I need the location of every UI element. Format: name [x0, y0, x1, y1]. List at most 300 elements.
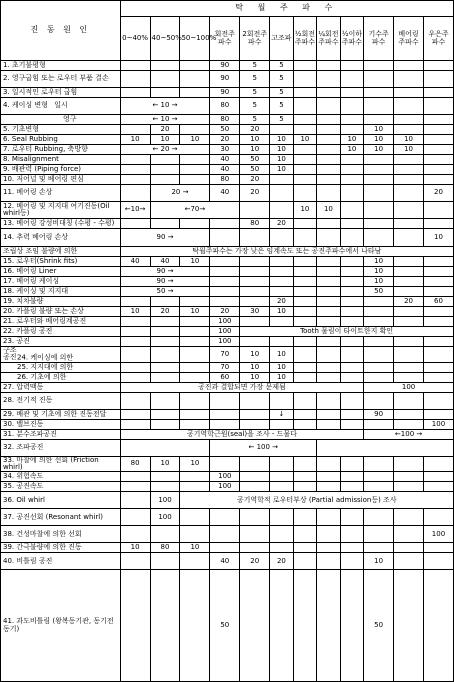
value-cell: ← 10 → [120, 115, 210, 125]
value-cell [210, 419, 240, 429]
value-cell [394, 88, 424, 98]
value-cell: 10 [270, 155, 294, 165]
value-cell [364, 229, 394, 247]
value-cell [394, 61, 424, 71]
value-cell: 60 [210, 372, 240, 382]
value-cell: 100 [423, 526, 453, 543]
value-cell: 60 [423, 297, 453, 307]
value-cell: 10 [270, 135, 294, 145]
frequency-column-header: 고조파 [270, 17, 294, 61]
cause-cell: 26. 기초에 의한 [1, 372, 121, 382]
value-cell [394, 115, 424, 125]
value-cell [340, 175, 364, 185]
value-cell [150, 526, 180, 543]
value-cell [150, 155, 180, 165]
value-cell [364, 219, 394, 229]
value-cell: 5 [240, 115, 270, 125]
value-cell [340, 125, 364, 135]
value-cell [364, 165, 394, 175]
value-cell [120, 175, 150, 185]
frequency-column-header: 우은주파수 [423, 17, 453, 61]
value-cell [150, 71, 180, 88]
value-cell [240, 526, 270, 543]
value-cell: 50 [210, 570, 240, 682]
value-cell: 50 [210, 125, 240, 135]
table-row [1, 145, 454, 155]
value-cell [293, 145, 317, 155]
value-cell [270, 456, 294, 472]
frequency-column-header: 베어링주파수 [394, 17, 424, 61]
value-cell [423, 543, 453, 553]
value-cell [150, 372, 180, 382]
value-cell [340, 98, 364, 115]
cause-cell: 3. 일시적인 로우터 굽힘 [1, 88, 121, 98]
value-cell [317, 482, 341, 492]
value-cell [180, 165, 210, 175]
value-cell [317, 392, 341, 409]
value-cell: 20 [240, 185, 270, 202]
value-cell [364, 362, 394, 372]
frequency-column-header: 회전주파수 [210, 17, 240, 61]
value-cell [394, 71, 424, 88]
cause-label: 4. 케이싱 변형 [3, 101, 48, 110]
value-cell [340, 570, 364, 682]
value-cell [394, 229, 424, 247]
cause-sublabel: 일시 [54, 101, 68, 110]
value-cell [270, 482, 294, 492]
value-cell [180, 526, 210, 543]
value-cell [293, 115, 317, 125]
value-cell [423, 175, 453, 185]
value-cell [180, 419, 210, 429]
cause-cell: 조립상 조임 불량에 의한 [1, 247, 121, 257]
cause-cell: 21. 로우터와 베어링계공진 [1, 317, 121, 327]
value-cell [340, 317, 364, 327]
table-row [1, 409, 454, 419]
value-cell [270, 125, 294, 135]
value-cell [120, 482, 150, 492]
value-cell [364, 88, 394, 98]
value-cell: 10 [394, 135, 424, 145]
value-cell [317, 439, 454, 456]
value-cell [150, 327, 180, 337]
value-cell: 10 [240, 347, 270, 363]
value-cell [150, 392, 180, 409]
value-cell: 50 [364, 287, 394, 297]
value-cell [394, 257, 424, 267]
value-cell [423, 287, 453, 297]
frequency-column-header: ½이하주파수 [340, 17, 364, 61]
value-cell [423, 277, 453, 287]
value-cell [423, 362, 453, 372]
value-cell [364, 297, 394, 307]
cause-cell: 18. 케이싱 및 지지대 [1, 287, 121, 297]
value-cell [210, 297, 240, 307]
value-cell [120, 165, 150, 175]
value-cell: 20 [150, 307, 180, 317]
value-cell: 90 [210, 61, 240, 71]
value-cell [317, 257, 341, 267]
table-row [1, 247, 454, 257]
value-cell [364, 392, 394, 409]
value-cell: 5 [240, 71, 270, 88]
cause-cell: 20. 카플링 불량 또는 손상 [1, 307, 121, 317]
table-row [1, 543, 454, 553]
value-cell [394, 125, 424, 135]
value-cell: 20 [150, 125, 180, 135]
note-cell: 공진과 결합되면 가장 문제됨 [120, 382, 364, 392]
value-cell [394, 307, 424, 317]
value-cell [210, 257, 240, 267]
table-row [1, 317, 454, 327]
value-cell: 80 [210, 98, 240, 115]
cause-label: 24. 케이싱에 의한 [17, 353, 74, 362]
value-cell [150, 347, 180, 363]
value-cell [364, 482, 394, 492]
value-cell [150, 553, 180, 570]
value-cell [317, 98, 341, 115]
value-cell [340, 362, 364, 372]
value-cell [270, 257, 294, 267]
value-cell [423, 372, 453, 382]
value-cell: 10 [364, 553, 394, 570]
value-cell [240, 543, 270, 553]
value-cell [270, 419, 294, 429]
value-cell [423, 472, 453, 482]
value-cell [120, 125, 150, 135]
cause-cell: 13. 베어링 강성비대칭 (수평 - 수평) [1, 219, 121, 229]
value-cell: 40 [150, 257, 180, 267]
value-cell: 10 [340, 135, 364, 145]
value-cell [317, 297, 341, 307]
value-cell [293, 372, 317, 382]
value-cell [340, 337, 364, 347]
value-cell [150, 61, 180, 71]
value-cell: 10 [317, 202, 341, 219]
value-cell [293, 392, 317, 409]
value-cell [317, 419, 341, 429]
value-cell: 10 [240, 145, 270, 155]
value-cell [180, 155, 210, 165]
value-cell [423, 145, 453, 155]
value-cell: 100 [210, 327, 240, 337]
cause-cell: 41. 과도비틀림 (왕복동기관, 동기전동기) [1, 570, 121, 682]
value-cell [210, 277, 240, 287]
value-cell [340, 202, 364, 219]
value-cell [210, 392, 240, 409]
note-cell: Tooth 물림이 타이트한지 확인 [240, 327, 454, 337]
value-cell [150, 362, 180, 372]
value-cell: 10 [364, 257, 394, 267]
value-cell [293, 155, 317, 165]
value-cell [340, 287, 364, 297]
value-cell [180, 392, 210, 409]
table-row [1, 277, 454, 287]
cause-cell: 30. 밸브진동 [1, 419, 121, 429]
value-cell: 40 [210, 185, 240, 202]
table-row [1, 219, 454, 229]
value-cell [364, 372, 394, 382]
value-cell [317, 347, 341, 363]
value-cell: 5 [240, 98, 270, 115]
value-cell: ←100 → [364, 429, 454, 439]
cause-cell [1, 98, 121, 115]
value-cell: 10 [270, 165, 294, 175]
value-cell [240, 267, 270, 277]
value-cell [364, 337, 394, 347]
value-cell [180, 570, 210, 682]
value-cell [240, 277, 270, 287]
value-cell [423, 570, 453, 682]
value-cell [394, 277, 424, 287]
value-cell [340, 347, 364, 363]
value-cell [180, 297, 210, 307]
value-cell [180, 347, 210, 363]
frequency-column-header: ¼회전주파수 [317, 17, 341, 61]
value-cell: ← 10 → [120, 98, 210, 115]
value-cell [240, 297, 270, 307]
note-cell: ← 100 → [210, 439, 317, 456]
cause-cell: 38. 건성마찰에 의한 선회 [1, 526, 121, 543]
cause-cell: 23. 공진 [1, 337, 121, 347]
value-cell [240, 482, 270, 492]
value-cell [293, 482, 317, 492]
value-cell: 10 [364, 135, 394, 145]
value-cell [180, 553, 210, 570]
table-row [1, 88, 454, 98]
value-cell [240, 419, 270, 429]
value-cell [120, 88, 150, 98]
value-cell [394, 317, 424, 327]
value-cell [150, 409, 180, 419]
value-cell [394, 570, 424, 682]
value-cell [120, 526, 150, 543]
value-cell [394, 419, 424, 429]
value-cell [340, 482, 364, 492]
table-row [1, 165, 454, 175]
cause-cell: 36. Oil whirl [1, 492, 121, 509]
value-cell [423, 509, 453, 526]
value-cell [423, 257, 453, 267]
table-row [1, 553, 454, 570]
value-cell [340, 277, 364, 287]
cause-cell: 15. 로우터(Shrink fits) [1, 257, 121, 267]
table-row [1, 347, 454, 363]
value-cell [364, 509, 394, 526]
value-cell [293, 362, 317, 372]
value-cell: 10 [270, 145, 294, 155]
value-cell [293, 297, 317, 307]
value-cell [240, 287, 270, 297]
value-cell [423, 267, 453, 277]
value-cell: 50 → [120, 287, 210, 297]
value-cell: 20 [270, 297, 294, 307]
value-cell [120, 409, 150, 419]
value-cell [120, 362, 150, 372]
value-cell [364, 526, 394, 543]
value-cell [120, 347, 150, 363]
value-cell [394, 98, 424, 115]
value-cell [340, 509, 364, 526]
value-cell [317, 472, 341, 482]
cause-cell: 27. 압력맥동 [1, 382, 121, 392]
value-cell: 10 [270, 362, 294, 372]
value-cell [293, 347, 317, 363]
value-cell [293, 61, 317, 71]
value-cell [293, 456, 317, 472]
value-cell [180, 219, 210, 229]
value-cell [317, 219, 341, 229]
value-cell [317, 71, 341, 88]
value-cell [317, 175, 341, 185]
value-cell [317, 570, 341, 682]
value-cell [293, 88, 317, 98]
value-cell [340, 553, 364, 570]
value-cell [120, 71, 150, 88]
value-cell: 5 [270, 88, 294, 98]
table-row [1, 492, 454, 509]
value-cell [293, 543, 317, 553]
value-cell [120, 185, 150, 202]
value-cell [340, 219, 364, 229]
value-cell [120, 553, 150, 570]
value-cell [293, 337, 317, 347]
cause-cell: 10. 저어널 및 베어링 편심 [1, 175, 121, 185]
value-cell [317, 526, 341, 543]
value-cell [210, 287, 240, 297]
value-cell [293, 125, 317, 135]
value-cell [293, 553, 317, 570]
value-cell: 80 [240, 219, 270, 229]
value-cell: ← 20 → [120, 145, 210, 155]
value-cell [180, 317, 210, 327]
value-cell [317, 277, 341, 287]
cause-cell: 7. 로우터 Rubbing, 축방향 [1, 145, 121, 155]
value-cell [120, 570, 150, 682]
cause-cell: 35. 공진속도 [1, 482, 121, 492]
value-cell [340, 526, 364, 543]
cause-cell [1, 347, 121, 363]
cause-cell: 1. 초기불평형 [1, 61, 121, 71]
value-cell [150, 317, 180, 327]
value-cell: 10 [270, 307, 294, 317]
value-cell [180, 362, 210, 372]
table-row [1, 327, 454, 337]
value-cell [293, 267, 317, 277]
value-cell [120, 61, 150, 71]
value-cell [317, 287, 341, 297]
value-cell: 90 → [120, 277, 210, 287]
value-cell [364, 61, 394, 71]
value-cell [240, 456, 270, 472]
value-cell [317, 125, 341, 135]
cause-cell: 19. 치차불량 [1, 297, 121, 307]
value-cell [150, 482, 180, 492]
table-row [1, 229, 454, 247]
value-cell [293, 229, 317, 247]
value-cell [340, 185, 364, 202]
value-cell: 10 [394, 145, 424, 155]
value-cell [317, 88, 341, 98]
value-cell: 70 [210, 362, 240, 372]
value-cell [394, 456, 424, 472]
value-cell [240, 202, 270, 219]
value-cell [120, 509, 150, 526]
value-cell [317, 155, 341, 165]
cause-cell: 40. 비틀림 공진 [1, 553, 121, 570]
value-cell [270, 509, 294, 526]
value-cell [150, 175, 180, 185]
value-cell: 10 [364, 125, 394, 135]
value-cell [423, 392, 453, 409]
value-cell [120, 317, 150, 327]
value-cell [120, 439, 210, 456]
table-row [1, 307, 454, 317]
value-cell [180, 61, 210, 71]
value-cell: 5 [270, 115, 294, 125]
value-cell [340, 61, 364, 71]
table-row [1, 297, 454, 307]
value-cell [270, 392, 294, 409]
cause-cell: 11. 베어링 손상 [1, 185, 121, 202]
value-cell [120, 297, 150, 307]
value-cell [293, 317, 317, 327]
value-cell: 10 [120, 307, 150, 317]
value-cell [364, 185, 394, 202]
value-cell [364, 472, 394, 482]
frequency-column-header: 2회전주파수 [240, 17, 270, 61]
value-cell: 90 → [120, 229, 210, 247]
value-cell: 100 [210, 317, 240, 327]
value-cell: ←70→ [150, 202, 240, 219]
cause-cell: 33. 마찰에 의한 선회 (Friction whirl) [1, 456, 121, 472]
table-row [1, 61, 454, 71]
value-cell [210, 509, 240, 526]
value-cell [240, 337, 270, 347]
value-cell: 10 [240, 372, 270, 382]
table-row [1, 456, 454, 472]
value-cell [423, 409, 453, 419]
table-row [1, 439, 454, 456]
value-cell [293, 219, 317, 229]
value-cell [317, 307, 341, 317]
value-cell [317, 409, 341, 419]
value-cell [270, 185, 294, 202]
value-cell [293, 277, 317, 287]
value-cell: 90 → [120, 267, 210, 277]
value-cell: 20 [394, 297, 424, 307]
value-cell [150, 165, 180, 175]
value-cell: 20 [423, 185, 453, 202]
frequency-column-header: ½회전주파수 [293, 17, 317, 61]
value-cell [423, 317, 453, 327]
value-cell: 10 [120, 135, 150, 145]
cause-sublabel: 영구 [63, 114, 77, 123]
cause-cell [1, 115, 121, 125]
value-cell [180, 337, 210, 347]
value-cell: 100 [210, 472, 240, 482]
cause-cell: 14. 추력 베어링 손상 [1, 229, 121, 247]
cause-cell: 25. 지지대에 의한 [1, 362, 121, 372]
value-cell [317, 372, 341, 382]
table-row [1, 175, 454, 185]
value-cell [270, 317, 294, 327]
value-cell [340, 456, 364, 472]
value-cell: 10 [150, 456, 180, 472]
value-cell: 30 [210, 145, 240, 155]
value-cell: 70 [210, 347, 240, 363]
value-cell [394, 185, 424, 202]
